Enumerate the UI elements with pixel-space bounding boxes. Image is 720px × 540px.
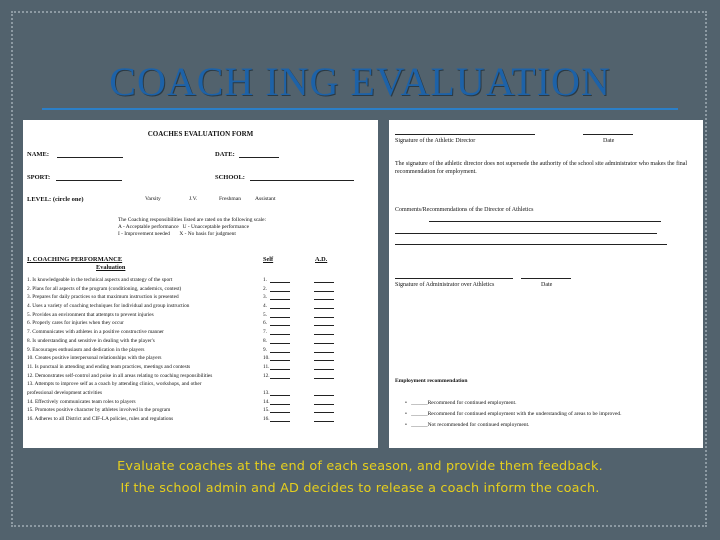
item-number: 16. bbox=[263, 416, 270, 422]
scale-intro: The Coaching responsibilities listed are rated on the following scale: bbox=[118, 217, 267, 223]
date-row bbox=[215, 151, 279, 158]
list-item bbox=[27, 319, 372, 328]
ad-rating-blank bbox=[314, 378, 334, 379]
list-item bbox=[27, 354, 372, 363]
list-item bbox=[27, 311, 372, 320]
item-text: 11. Is punctual in attending and ending team practices, meetings and contests bbox=[27, 363, 191, 370]
item-text: 3. Prepares for daily practices so that maximum instruction is presented bbox=[27, 294, 179, 301]
ad-rating-blank bbox=[314, 317, 334, 318]
item-number: 8. bbox=[263, 337, 267, 344]
date-label: DATE: bbox=[215, 151, 235, 158]
level-jv: J.V. bbox=[189, 196, 198, 202]
self-rating-blank bbox=[270, 282, 290, 283]
item-number: 11. bbox=[263, 363, 270, 370]
item-number: 1. bbox=[263, 277, 267, 283]
evaluation-header: Evaluation bbox=[96, 264, 126, 271]
item-number: 12. bbox=[263, 372, 270, 379]
list-item bbox=[27, 293, 372, 302]
evaluation-form-page1 bbox=[23, 120, 378, 448]
scale-line-1: A - Acceptable performance U - Unacceptable performance bbox=[118, 224, 249, 230]
list-item bbox=[27, 363, 372, 372]
item-text: 10. Creates positive interpersonal relationships with the players bbox=[27, 355, 162, 362]
item-number: 13. bbox=[263, 389, 270, 396]
item-number: 2. bbox=[263, 285, 267, 292]
item-number: 7. bbox=[263, 329, 267, 336]
item-text: 15. Promotes positive character by athletes involved in the program bbox=[27, 407, 171, 414]
list-item bbox=[27, 389, 372, 398]
item-text: 16. Adheres to all District and CIF-LA policies, rules and regulations bbox=[27, 416, 174, 422]
ad-rating-blank bbox=[314, 282, 334, 283]
scale-line-2: I - Improvement needed X - No basis for judgment bbox=[118, 231, 236, 237]
caption-line-1: Evaluate coaches at the end of each season, and provide them feedback. bbox=[117, 459, 603, 474]
ad-rating-blank bbox=[314, 334, 334, 335]
ad-signature-line bbox=[395, 134, 535, 135]
self-rating-blank bbox=[270, 369, 290, 370]
self-rating-blank bbox=[270, 412, 290, 413]
self-rating-blank bbox=[270, 291, 290, 292]
item-number: 5. bbox=[263, 311, 267, 318]
level-varsity: Varsity bbox=[145, 196, 161, 202]
list-item bbox=[27, 328, 372, 337]
section-title: I. COACHING PERFORMANCE bbox=[27, 256, 123, 263]
admin-signature-label: Signature of Administrator over Athletics bbox=[395, 282, 495, 288]
item-number: 4. bbox=[263, 303, 267, 310]
item-number: 15. bbox=[263, 407, 270, 414]
self-rating-blank bbox=[270, 343, 290, 344]
list-item bbox=[27, 372, 372, 381]
signature-note: The signature of the athletic director does not supersede the authority of the school site administrator who makes the final recommendation for employment. bbox=[395, 161, 688, 175]
ad-rating-blank bbox=[314, 352, 334, 353]
employment-recommendation-label: Employment recommendation bbox=[395, 378, 468, 384]
school-blank bbox=[250, 174, 354, 181]
item-number: 9. bbox=[263, 346, 267, 353]
item-text: 12. Demonstrates self-control and poise in all areas relating to coaching responsibilities bbox=[27, 372, 213, 379]
level-label: LEVEL: (circle one) bbox=[27, 196, 84, 203]
evaluation-form-page2 bbox=[389, 120, 703, 448]
caption-line-2: If the school admin and AD decides to release a coach inform the coach. bbox=[120, 481, 600, 496]
level-assistant: Assistant bbox=[255, 196, 276, 202]
column-self: Self bbox=[263, 256, 274, 263]
level-freshman: Freshman bbox=[219, 196, 242, 202]
list-item bbox=[27, 380, 372, 389]
item-text: 6. Properly cares for injuries when they occur bbox=[27, 320, 124, 327]
ad-rating-blank bbox=[314, 360, 334, 361]
item-text: 1. Is knowledgeable in the technical aspects and strategy of the sport bbox=[27, 277, 173, 283]
self-rating-blank bbox=[270, 404, 290, 405]
self-rating-blank bbox=[270, 334, 290, 335]
ad-rating-blank bbox=[314, 421, 334, 422]
performance-items bbox=[27, 276, 372, 424]
ad-rating-blank bbox=[314, 343, 334, 344]
form-title: COACHES EVALUATION FORM bbox=[147, 130, 254, 138]
recommendation-1: • ______Recommend for continued employment. bbox=[405, 400, 517, 406]
name-label: NAME: bbox=[27, 151, 50, 158]
item-text: 2. Plans for all aspects of the program (conditioning, academics, contest) bbox=[27, 285, 182, 292]
item-number: 6. bbox=[263, 320, 267, 327]
level-row bbox=[27, 196, 84, 203]
self-rating-blank bbox=[270, 299, 290, 300]
self-rating-blank bbox=[270, 352, 290, 353]
comment-line-2 bbox=[395, 233, 657, 234]
list-item bbox=[27, 406, 372, 415]
sport-label: SPORT: bbox=[27, 174, 51, 181]
column-ad: A.D. bbox=[315, 256, 328, 263]
item-text: 5. Provides an environment that attempts to prevent injuries bbox=[27, 311, 154, 318]
name-blank bbox=[57, 151, 123, 158]
item-number: 10. bbox=[263, 355, 270, 362]
admin-signature-line bbox=[395, 278, 513, 279]
item-text: 4. Uses a variety of coaching techniques for individual and group instruction bbox=[27, 303, 190, 310]
school-label: SCHOOL: bbox=[215, 174, 245, 181]
date-line-2 bbox=[521, 278, 571, 279]
self-rating-blank bbox=[270, 395, 290, 396]
ad-rating-blank bbox=[314, 291, 334, 292]
item-number: 3. bbox=[263, 294, 267, 301]
self-rating-blank bbox=[270, 360, 290, 361]
list-item bbox=[27, 276, 372, 285]
item-text: 9. Encourages enthusiasm and dedication in the players bbox=[27, 346, 145, 353]
comments-label: Comments/Recommendations of the Director of Athletics bbox=[395, 207, 534, 213]
slide-title: COACH ING EVALUATION bbox=[109, 59, 611, 104]
list-item bbox=[27, 337, 372, 346]
item-text: 14. Effectively communicates team roles to players bbox=[27, 398, 136, 405]
date-blank bbox=[239, 151, 279, 158]
list-item bbox=[27, 415, 372, 424]
self-rating-blank bbox=[270, 421, 290, 422]
ad-signature-label: Signature of the Athletic Director bbox=[395, 138, 476, 144]
item-number: 14. bbox=[263, 398, 270, 405]
ad-rating-blank bbox=[314, 308, 334, 309]
date-label-2: Date bbox=[541, 282, 553, 288]
ad-rating-blank bbox=[314, 299, 334, 300]
ad-rating-blank bbox=[314, 325, 334, 326]
title-underline bbox=[42, 108, 678, 110]
list-item bbox=[27, 398, 372, 407]
ad-rating-blank bbox=[314, 404, 334, 405]
name-row bbox=[27, 151, 123, 158]
comment-line-1 bbox=[429, 221, 661, 222]
date-line-1 bbox=[583, 134, 633, 135]
ad-rating-blank bbox=[314, 395, 334, 396]
item-text: 8. Is understanding and sensitive in dealing with the player's bbox=[27, 337, 155, 344]
date-label-1: Date bbox=[603, 138, 615, 144]
item-text: 7. Communicates with athletes in a positive constructive manner bbox=[27, 329, 164, 336]
self-rating-blank bbox=[270, 325, 290, 326]
item-text: 13. Attempts to improve self as a coach by attending clinics, workshops, and other bbox=[27, 381, 202, 388]
school-row bbox=[215, 174, 354, 181]
recommendation-2: • ______Recommend for continued employment with the understanding of areas to be improved. bbox=[405, 411, 622, 417]
sport-blank bbox=[56, 174, 122, 181]
recommendation-3: • ______Not recommended for continued employment. bbox=[405, 422, 530, 428]
sport-row bbox=[27, 174, 122, 181]
self-rating-blank bbox=[270, 308, 290, 309]
list-item bbox=[27, 346, 372, 355]
ad-rating-blank bbox=[314, 369, 334, 370]
ad-rating-blank bbox=[314, 412, 334, 413]
list-item bbox=[27, 302, 372, 311]
item-text: professional development activities bbox=[27, 389, 103, 396]
self-rating-blank bbox=[270, 317, 290, 318]
self-rating-blank bbox=[270, 378, 290, 379]
comment-line-3 bbox=[395, 244, 667, 245]
list-item bbox=[27, 285, 372, 294]
rating-scale bbox=[118, 217, 266, 238]
